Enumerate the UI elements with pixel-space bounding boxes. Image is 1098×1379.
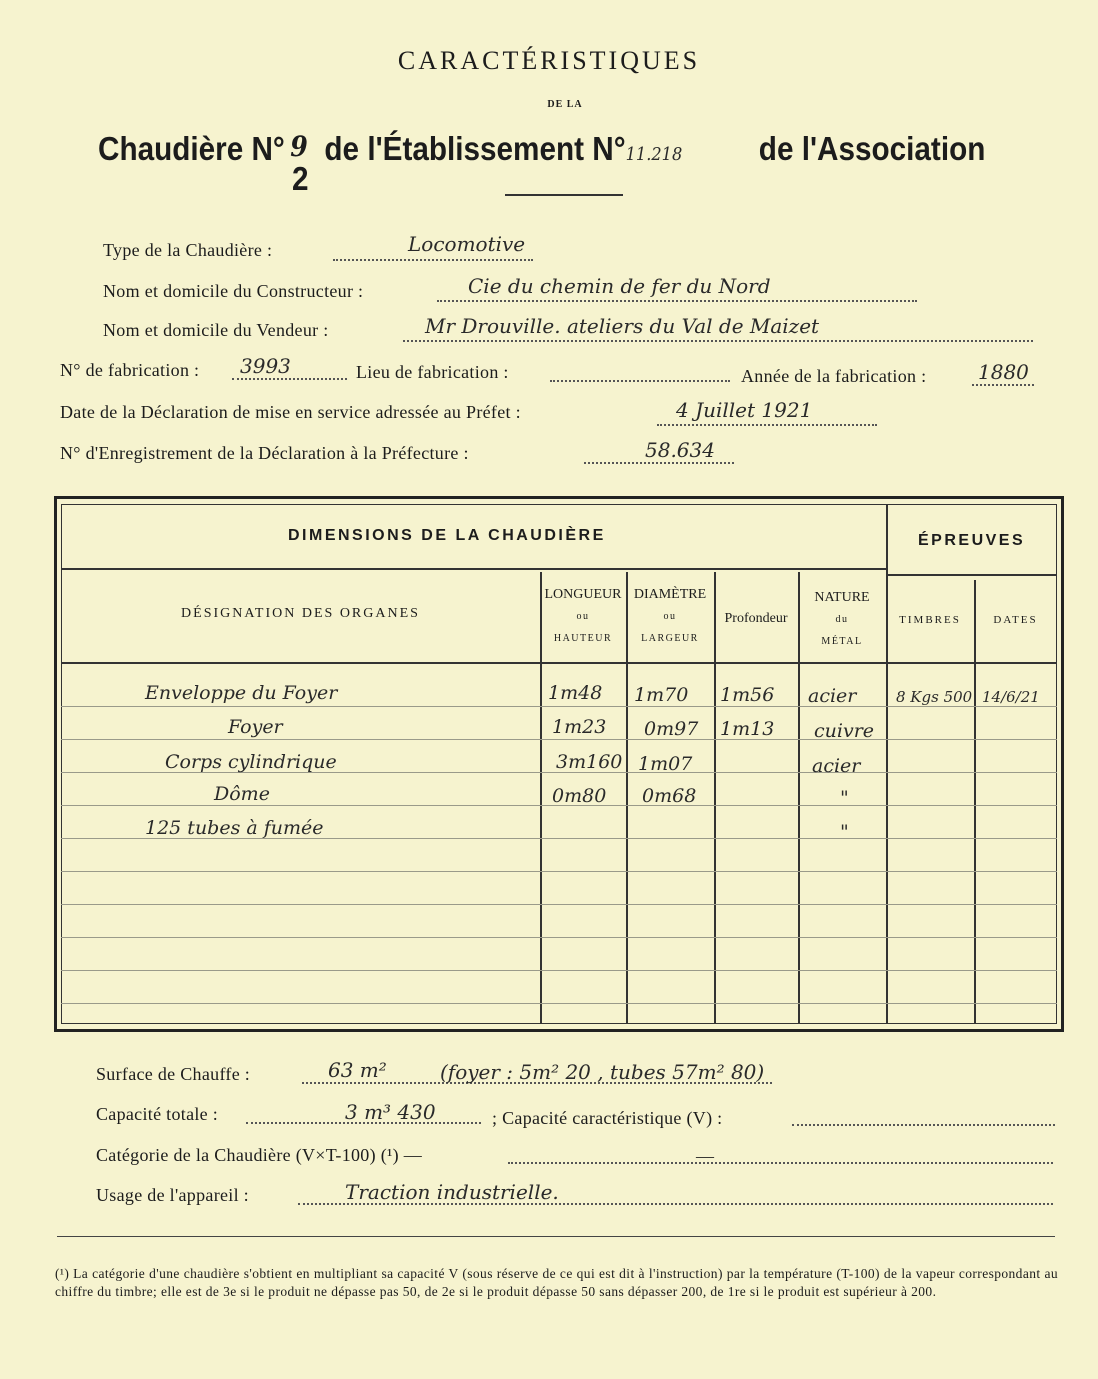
- type-value: Locomotive: [408, 232, 526, 256]
- row-4-diametre: 0m68: [642, 785, 697, 807]
- association-label: de l'Association: [758, 130, 986, 167]
- fabrication-no-label: N° de fabrication :: [60, 360, 200, 380]
- row-3-designation: Corps cylindrique: [165, 751, 337, 773]
- dimensions-title-rule: [61, 568, 886, 570]
- col-diametre-header: [626, 584, 714, 650]
- enregistrement-dots: [584, 462, 734, 464]
- epreuves-separator: [886, 504, 888, 1024]
- row-2-longueur: 1m23: [552, 716, 607, 738]
- row-3-nature: acier: [812, 755, 861, 777]
- chaudiere-label: Chaudière N°: [98, 130, 285, 167]
- row-1-profondeur: 1m56: [720, 684, 775, 706]
- col-designation-header: DÉSIGNATION DES ORGANES: [181, 606, 420, 621]
- dimensions-title: DIMENSIONS DE LA CHAUDIÈRE: [288, 527, 606, 544]
- row-1-designation: Enveloppe du Foyer: [145, 682, 338, 704]
- table-ruled-line: [61, 706, 1057, 707]
- row-2-designation: Foyer: [228, 716, 283, 738]
- col-diametre-line1: DIAMÈTRE: [633, 587, 707, 602]
- vendeur-value: Mr Drouville. ateliers du Val de Maizet: [425, 314, 820, 338]
- row-3-longueur: 3m160: [556, 751, 623, 773]
- row-1-nature: acier: [808, 685, 857, 707]
- row-4-longueur: 0m80: [552, 785, 607, 807]
- table-ruled-line: [61, 871, 1057, 872]
- chaudiere-number-hand: 9: [290, 130, 308, 163]
- col-timbres-header: TIMBRES: [899, 614, 961, 626]
- col-sep-3: [714, 572, 716, 1024]
- categorie-label: Catégorie de la Chaudière (V×T-100) (¹) —: [96, 1145, 423, 1165]
- enregistrement-value: 58.634: [645, 438, 715, 462]
- declaration-value: 4 Juillet 1921: [676, 398, 813, 422]
- etablissement-number: 11.218: [625, 144, 683, 165]
- constructeur-value: Cie du chemin de fer du Nord: [468, 274, 771, 298]
- col-profondeur-header: Profondeur: [724, 611, 788, 626]
- surface-label: Surface de Chauffe :: [96, 1064, 251, 1084]
- capacite-label: Capacité totale :: [96, 1104, 219, 1124]
- col-longueur-line2: ou: [576, 611, 590, 622]
- surface-detail: (foyer : 5m² 20 , tubes 57m² 80): [440, 1060, 765, 1084]
- row-4-nature: ": [840, 787, 849, 809]
- vendeur-label: Nom et domicile du Vendeur :: [103, 320, 329, 340]
- epreuves-title-rule: [886, 574, 1057, 576]
- header-bottom-rule: [61, 662, 1057, 664]
- col-nature-line1: NATURE: [814, 590, 870, 605]
- footnote-rule: [57, 1236, 1055, 1237]
- col-dates-header: DATES: [993, 614, 1038, 626]
- annee-value: 1880: [978, 360, 1029, 384]
- categorie-dash: —: [696, 1146, 715, 1166]
- table-ruled-line: [61, 904, 1057, 905]
- row-3-diametre: 1m07: [638, 753, 693, 775]
- footnote: (¹) La catégorie d'une chaudière s'obtient en multipliant sa capacité V (sous réserve de ce qui est dit à l'instruction) par la température (T-100) de la vapeur correspondant au chiffre du timbre; elle est de 3e si le produit ne dépasse pas 50, de 2e si le produit dépasse 50 sans dépasser 200, de 1re si le produit est supérieur à 200.: [55, 1266, 1058, 1299]
- type-dots: [333, 259, 533, 261]
- categorie-dots: [508, 1162, 1053, 1164]
- row-5-nature: ": [840, 821, 849, 843]
- annee-label: Année de la fabrication :: [741, 366, 927, 386]
- heading-line: [98, 130, 986, 197]
- row-4-designation: Dôme: [214, 783, 270, 805]
- row-2-diametre: 0m97: [644, 718, 699, 740]
- usage-value: Traction industrielle.: [345, 1180, 559, 1204]
- chaudiere-number-struck: 2: [292, 160, 309, 197]
- col-diametre-line3: LARGEUR: [641, 633, 699, 644]
- de-la-text: DE LA: [547, 99, 583, 110]
- table-ruled-line: [61, 970, 1057, 971]
- row-5-designation: 125 tubes à fumée: [145, 817, 324, 839]
- col-longueur-header: [540, 584, 626, 650]
- fabrication-no-dots: [232, 378, 347, 380]
- vendeur-dots: [403, 340, 1033, 342]
- row-1-longueur: 1m48: [548, 682, 603, 704]
- usage-label: Usage de l'appareil :: [96, 1185, 249, 1205]
- col-longueur-line3: HAUTEUR: [553, 633, 613, 644]
- type-label: Type de la Chaudière :: [103, 240, 273, 260]
- col-nature-line2: du: [835, 614, 849, 625]
- capacite-value: 3 m³ 430: [345, 1100, 436, 1124]
- fabrication-no-value: 3993: [240, 354, 291, 378]
- row-1-diametre: 1m70: [634, 684, 689, 706]
- table-ruled-line: [61, 1003, 1057, 1004]
- form-title: CARACTÉRISTIQUES: [397, 46, 701, 75]
- lieu-label: Lieu de fabrication :: [356, 362, 509, 382]
- row-1-timbre: 8 Kgs 500: [896, 688, 973, 706]
- constructeur-label: Nom et domicile du Constructeur :: [103, 281, 364, 301]
- row-2-nature: cuivre: [814, 720, 875, 742]
- capacite-carac-label: ; Capacité caractéristique (V) :: [492, 1108, 723, 1128]
- surface-value: 63 m²: [328, 1058, 387, 1082]
- col-nature-line3: MÉTAL: [821, 636, 863, 647]
- enregistrement-label: N° d'Enregistrement de la Déclaration à la Préfecture :: [60, 443, 469, 463]
- header-divider: [505, 194, 623, 196]
- col-nature-header: [798, 587, 886, 653]
- declaration-label: Date de la Déclaration de mise en service adressée au Préfet :: [60, 402, 521, 422]
- declaration-dots: [657, 424, 877, 426]
- col-longueur-line1: LONGUEUR: [544, 587, 622, 602]
- col-sep-5: [974, 580, 976, 1024]
- lieu-dots: [550, 380, 730, 382]
- col-diametre-line2: ou: [663, 611, 677, 622]
- etablissement-label: de l'Établissement N°: [324, 130, 626, 167]
- table-ruled-line: [61, 739, 1057, 740]
- row-2-profondeur: 1m13: [720, 718, 775, 740]
- row-1-date: 14/6/21: [982, 688, 1040, 706]
- epreuves-title: ÉPREUVES: [918, 532, 1026, 549]
- annee-dots: [972, 384, 1034, 386]
- constructeur-dots: [437, 300, 917, 302]
- table-ruled-line: [61, 937, 1057, 938]
- capacite-carac-dots: [792, 1124, 1055, 1126]
